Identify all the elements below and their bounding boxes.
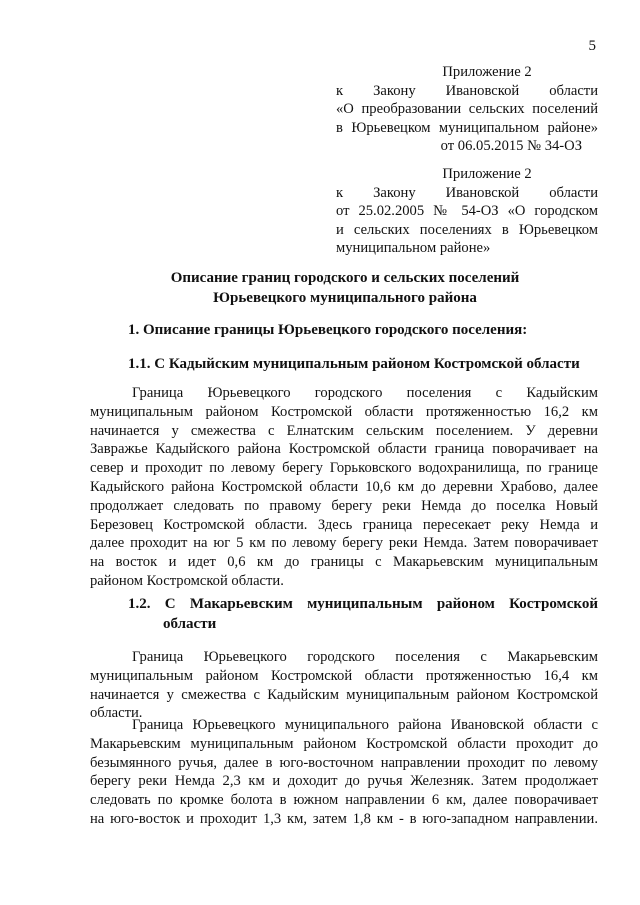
appendix-original-law: [336, 165, 598, 258]
section-1-2-paragraph-2: [90, 716, 598, 829]
appendix-line: в Юрьевецком муниципальном районе»: [336, 119, 598, 136]
paragraph-line: Кадыйского района Костромской области 10,6 км до деревни Храбово, далее: [90, 478, 598, 495]
page-number: 5: [588, 38, 596, 54]
paragraph-line: муниципальным районом Костромской области протяженностью 16,2 км: [90, 403, 598, 420]
paragraph-line: Березовец Костромской области. Здесь граница пересекает реку Немда и: [90, 516, 598, 533]
paragraph-line: на восток и идет 0,6 км до границы с Макарьевским муниципальным: [90, 554, 598, 571]
appendix-line: «О преобразовании сельских поселений: [336, 101, 598, 117]
appendix-line: и сельских поселениях в Юрьевецком: [336, 221, 598, 238]
paragraph-line: Граница Юрьевецкого городского поселения с Кадыйским: [132, 385, 598, 401]
paragraph-line: безымянного ручья, далее в юго-восточном направлении проходит по левому: [90, 754, 598, 771]
section-1-2-heading: [128, 594, 598, 634]
paragraph-line: Граница Юрьевецкого городского поселения с Макарьевским: [132, 649, 598, 665]
document-title: [90, 268, 600, 308]
appendix-line: от 25.02.2005 № 54-ОЗ «О городском: [336, 203, 598, 219]
document-title-line: Описание границ городского и сельских поселений: [170, 270, 520, 286]
heading-line: области: [163, 616, 217, 632]
paragraph-line: начинается у смежества с Елнатским сельским поселением. У деревни: [90, 422, 598, 439]
paragraph-line: районом Костромской области.: [90, 572, 284, 589]
section-1-2-paragraph-1: [90, 648, 598, 723]
appendix-line: к Закону Ивановской области: [336, 184, 598, 201]
appendix-title: Приложение 2: [442, 166, 532, 182]
paragraph-line: на юго-восток и проходит 1,3 км, затем 1,8 км - в юго-западном направлении.: [90, 810, 598, 827]
appendix-line: муниципальном районе»: [336, 240, 491, 256]
appendix-title: Приложение 2: [442, 64, 532, 80]
paragraph-line: области.: [90, 705, 143, 722]
paragraph-line: начинается у смежества с Кадыйским муниципальным районом Костромской: [90, 686, 598, 703]
appendix-line: к Закону Ивановской области: [336, 82, 598, 99]
paragraph-line: далее проходит на юг 5 км по левому берегу реки Немда. Затем поворачивает: [90, 535, 598, 552]
document-title-line: Юрьевецкого муниципального района: [213, 290, 477, 306]
paragraph-line: Макарьевским муниципальным районом Костромской области проходит до: [90, 735, 598, 752]
appendix-line: от 06.05.2015 № 34-ОЗ: [440, 138, 582, 154]
paragraph-line: берегу реки Немда 2,3 км и доходит до ручья Железняк. Затем продолжает: [90, 773, 598, 790]
paragraph-line: север и проходит по левому берегу Горьковского водохранилища, по границе: [90, 460, 598, 477]
section-1-heading: 1. Описание границы Юрьевецкого городского поселения:: [128, 322, 528, 338]
heading-line: 1.2. С Макарьевским муниципальным районом Костромской: [128, 596, 598, 612]
paragraph-line: муниципальным районом Костромской области протяженностью 16,4 км: [90, 667, 598, 684]
paragraph-line: Завражье Кадыйского района Костромской области граница поворачивает на: [90, 441, 598, 458]
paragraph-line: следовать по кромке болота в южном направлении 6 км, далее поворачивает: [90, 792, 598, 809]
paragraph-line: продолжает следовать по правому берегу реки Немда до поселка Новый: [90, 497, 598, 514]
paragraph-line: Граница Юрьевецкого муниципального района Ивановской области с: [132, 717, 598, 733]
section-1-1-heading: 1.1. С Кадыйским муниципальным районом Костромской области: [128, 356, 580, 372]
section-1-1-paragraph: [90, 384, 598, 591]
appendix-current-law: [336, 63, 598, 156]
